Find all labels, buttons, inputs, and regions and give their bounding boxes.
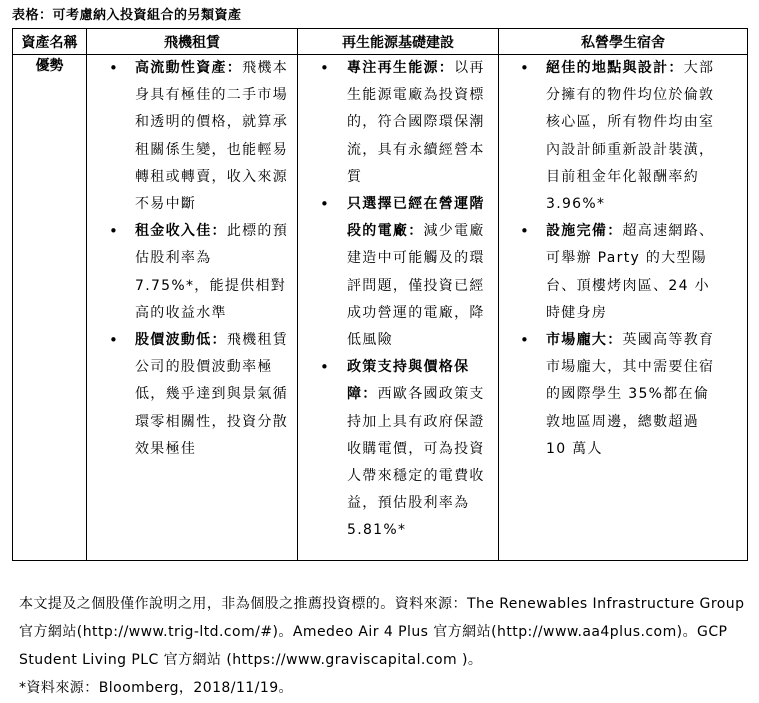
- list-item: [298, 354, 498, 544]
- item-text: 西歐各國政策支持加上具有政府保證收購電價，可為投資人帶來穩定的電費收益，預估股利率為 5.81%*: [347, 386, 485, 539]
- bullet-icon: •: [320, 59, 331, 77]
- item-text: 以再生能源電廠為投資標的，符合國際環保潮流，具有永續經營本質: [347, 60, 485, 185]
- item-text: 英國高等教育市場龐大，其中需要住宿的國際學生 35%都在倫敦地區周邊，總數超過 10 萬人: [546, 332, 715, 457]
- bullet-icon: •: [109, 331, 120, 350]
- item-term: 只選擇已經在營運階段的電廠：: [347, 196, 485, 240]
- list-item: [499, 218, 747, 327]
- list-item: [298, 191, 498, 354]
- advantages-row: [13, 55, 748, 561]
- item-term: 設施完備：: [546, 223, 623, 240]
- list-item: [87, 327, 297, 463]
- header-renewable-infrastructure: 再生能源基礎建設: [298, 29, 499, 55]
- bullet-icon: •: [520, 59, 531, 77]
- table-caption: 表格：可考慮納入投資組合的另類資產: [12, 8, 242, 23]
- comparison-table: [12, 28, 748, 561]
- renewable-infrastructure-list: [298, 55, 498, 545]
- item-text: 飛機租賃公司的股價波動率極低，幾乎達到與景氣循環零相關性，投資分散效果極佳: [135, 332, 289, 457]
- bullet-icon: •: [109, 59, 120, 77]
- student-housing-cell: [499, 55, 748, 561]
- list-item: [499, 55, 747, 218]
- item-term: 專注再生能源：: [347, 60, 455, 76]
- header-student-housing: 私營學生宿舍: [499, 29, 748, 55]
- footnote: [19, 590, 751, 702]
- item-text: 減少電廠建造中可能觸及的環評問題，僅投資已經成功營運的電廠，降低風險: [347, 223, 485, 349]
- bullet-icon: •: [109, 222, 120, 241]
- item-term: 租金收入佳：: [135, 223, 227, 240]
- bullet-icon: •: [320, 358, 331, 377]
- item-term: 政策支持與價格保障：: [347, 359, 470, 403]
- aircraft-leasing-cell: [87, 55, 298, 561]
- list-item: [87, 55, 297, 218]
- item-text: 飛機本身具有極佳的二手市場和透明的價格，就算承租關係生變，也能輕易轉租或轉賣，收入來源不易中斷: [135, 60, 289, 213]
- bullet-icon: •: [320, 195, 331, 214]
- item-term: 高流動性資產：: [135, 60, 243, 76]
- disclaimer-text: 本文提及之個股僅作說明之用，非為個股之推薦投資標的。資料來源：The Renewables Infrastructure Group 官方網站(http://www.trig-ltd.com/#)。Amedeo Air 4 Plus 官方網站(http://www.aa4plus.com)。GCP Student Living PLC 官方網站 (https://www.graviscapital.com )。: [19, 596, 745, 668]
- item-term: 股價波動低：: [135, 332, 227, 349]
- bullet-icon: •: [520, 331, 531, 350]
- item-text: 此標的預估股利率為 7.75%*，能提供相對高的收益水準: [135, 223, 289, 321]
- header-aircraft-leasing: 飛機租賃: [87, 29, 298, 55]
- item-text: 超高速網路、可舉辦 Party 的大型陽台、頂樓烤肉區、24 小時健身房: [546, 223, 715, 321]
- renewable-infrastructure-cell: [298, 55, 499, 561]
- header-row: [13, 29, 748, 55]
- item-term: 絕佳的地點與設計：: [546, 60, 684, 76]
- student-housing-list: [499, 55, 747, 463]
- bullet-icon: •: [520, 222, 531, 241]
- item-text: 大部分擁有的物件均位於倫敦核心區，所有物件均由室內設計師重新設計裝潢，目前租金年化報酬率約 3.96%*: [546, 60, 715, 213]
- header-asset-name: 資產名稱: [13, 29, 87, 55]
- aircraft-leasing-list: [87, 55, 297, 463]
- list-item: [298, 55, 498, 191]
- data-source-text: *資料來源：Bloomberg，2018/11/19。: [19, 680, 294, 696]
- list-item: [87, 218, 297, 327]
- list-item: [499, 327, 747, 463]
- item-term: 市場龐大：: [546, 332, 623, 349]
- row-label-advantages: 優勢: [13, 55, 87, 561]
